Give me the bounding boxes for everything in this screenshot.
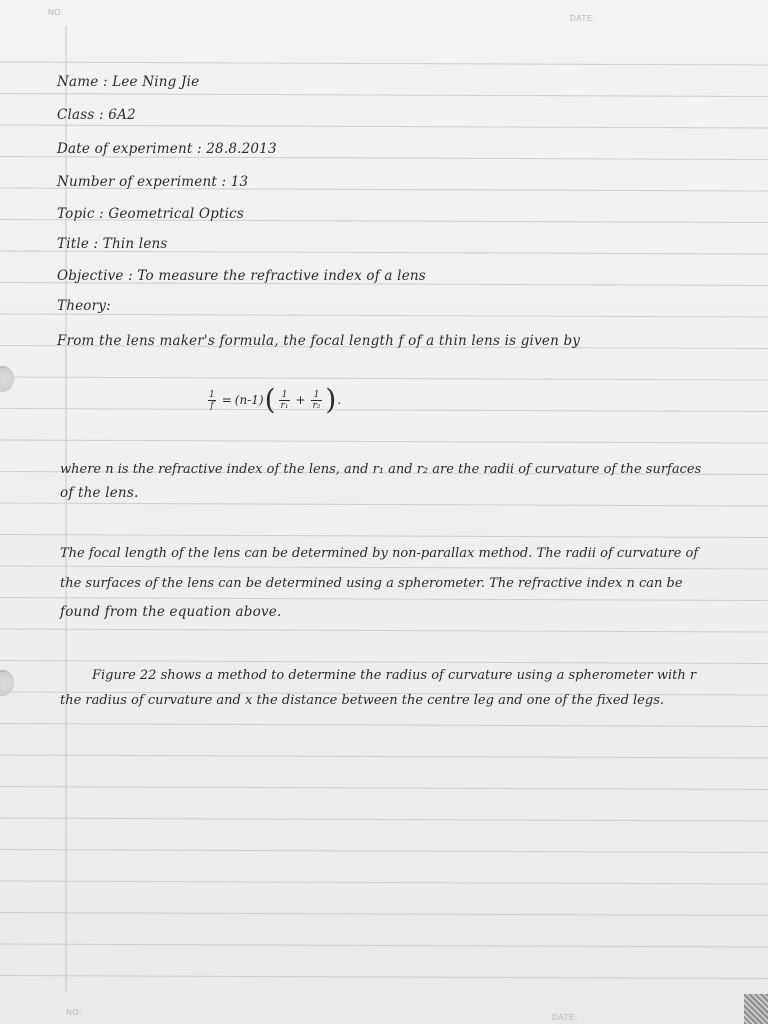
- page-date-label: DATE:: [570, 14, 596, 23]
- field-title: Title : Thin lens: [57, 236, 168, 252]
- field-label: Class: [57, 107, 95, 123]
- field-number-of-experiment: Number of experiment : 13: [57, 174, 249, 190]
- ruled-line: [0, 125, 768, 128]
- formula-term-2-numerator: 1: [313, 389, 320, 400]
- formula-factor: (n-1): [234, 393, 264, 407]
- ruled-line: [0, 535, 768, 538]
- formula-term-1: [279, 390, 291, 411]
- paragraph-1-line-2: of the lens.: [60, 485, 139, 501]
- ruled-line: [0, 377, 768, 380]
- paragraph-1-line-1: where n is the refractive index of the lens, and r₁ and r₂ are the radii of curvature of the surfaces: [60, 462, 702, 477]
- formula-plus: +: [295, 393, 306, 407]
- ruled-line: [0, 598, 768, 601]
- paragraph-3-line-2: the radius of curvature and x the distance between the centre leg and one of the fixed legs.: [60, 693, 664, 708]
- formula-lhs-denominator: f: [210, 400, 214, 411]
- formula-lhs-numerator: 1: [209, 389, 215, 400]
- formula-open-paren: (: [264, 383, 276, 416]
- field-label: Name: [57, 74, 99, 90]
- field-label: Date of experiment: [57, 141, 193, 157]
- field-value: 6A2: [108, 107, 136, 123]
- ruled-line: [0, 94, 768, 97]
- field-date-of-experiment: Date of experiment : 28.8.2013: [57, 141, 277, 157]
- page-corner-shadow: [744, 994, 768, 1024]
- page-number-label: NO:: [48, 8, 64, 17]
- ruled-line: [0, 881, 768, 884]
- field-name: Name : Lee Ning Jie: [57, 74, 200, 90]
- ruled-line: [0, 661, 768, 664]
- formula-lhs: [207, 390, 217, 411]
- field-label: Number of experiment: [57, 174, 218, 190]
- formula-term-1-numerator: 1: [281, 389, 288, 400]
- ruled-line: [0, 314, 768, 317]
- ruled-line: [0, 629, 768, 632]
- field-value: 28.8.2013: [206, 141, 277, 157]
- ruled-line: [0, 818, 768, 821]
- field-value: Thin lens: [102, 236, 168, 252]
- lens-maker-formula: [205, 382, 341, 418]
- field-value: To measure the refractive index of a lens: [137, 268, 426, 284]
- field-label: Objective: [57, 268, 124, 284]
- next-page-number-label: NO:: [66, 1008, 82, 1017]
- next-page-date-label: DATE:: [552, 1013, 578, 1022]
- ruled-line: [0, 913, 768, 916]
- ruled-line: [0, 566, 768, 569]
- field-topic: Topic : Geometrical Optics: [57, 206, 244, 222]
- theory-intro: From the lens maker's formula, the focal length f of a thin lens is given by: [57, 333, 581, 349]
- ruled-line: [0, 62, 768, 65]
- ruled-line: [0, 409, 768, 412]
- field-label: Title: [57, 236, 90, 252]
- field-objective: Objective : To measure the refractive index of a lens: [57, 268, 426, 284]
- theory-heading: Theory:: [57, 298, 111, 314]
- ruled-line: [0, 976, 768, 979]
- formula-period: .: [337, 393, 342, 407]
- ruled-line: [0, 755, 768, 758]
- ruled-line: [0, 787, 768, 790]
- paragraph-2-line-3: found from the equation above.: [60, 604, 282, 620]
- ruled-line: [0, 724, 768, 727]
- formula-term-1-denominator: r₁: [280, 400, 289, 411]
- formula-equals: =: [221, 393, 232, 407]
- formula-term-2: [311, 390, 323, 411]
- ruled-line: [0, 850, 768, 853]
- ruled-line: [0, 503, 768, 506]
- field-value: Lee Ning Jie: [112, 74, 200, 90]
- field-value: Geometrical Optics: [108, 206, 244, 222]
- paragraph-2-line-1: The focal length of the lens can be determined by non-parallax method. The radii of curvature of: [60, 546, 699, 561]
- ruled-line: [0, 944, 768, 947]
- formula-term-2-denominator: r₂: [312, 400, 321, 411]
- formula-close-paren: ): [325, 383, 337, 416]
- ruled-line: [0, 440, 768, 443]
- paragraph-3-line-1: Figure 22 shows a method to determine the radius of curvature using a spherometer with r: [92, 668, 697, 683]
- paragraph-2-line-2: the surfaces of the lens can be determined using a spherometer. The refractive index n can be: [60, 576, 683, 591]
- field-value: 13: [230, 174, 249, 190]
- field-label: Topic: [57, 206, 95, 222]
- field-class: Class : 6A2: [57, 107, 136, 123]
